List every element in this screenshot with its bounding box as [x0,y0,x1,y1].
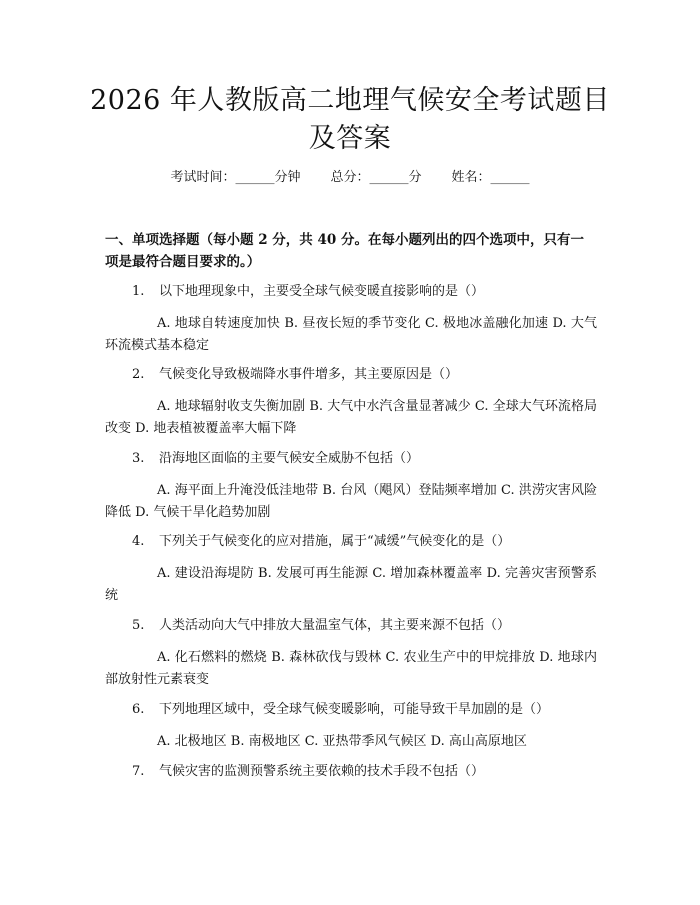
question-options: A. 地球辐射收支失衡加剧 B. 大气中水汽含量显著减少 C. 全球大气环流格局改变 D. 地表植被覆盖率大幅下降 [105,399,597,436]
question-number: 2. [132,367,145,382]
question-options: A. 北极地区 B. 南极地区 C. 亚热带季风气候区 D. 高山高原地区 [157,734,527,749]
question-text: 气候灾害的监测预警系统主要依赖的技术手段不包括（） [159,764,485,779]
question-stem [105,615,597,637]
question-options: A. 海平面上升淹没低洼地带 B. 台风（飓风）登陆频率增加 C. 洪涝灾害风险降低 D. 气候干旱化趋势加剧 [105,483,597,520]
question-item [105,531,597,607]
student-name-label: 姓名：______ [451,170,530,185]
document-title: 2026 年人教版高二地理气候安全考试题目及答案 [90,85,610,154]
question-number: 1. [132,284,145,299]
question-stem [105,281,597,303]
question-item [105,615,597,691]
question-item [105,281,597,357]
question-stem [105,448,597,470]
exam-time-label: 考试时间：______分钟 [170,170,301,185]
question-stem [105,699,597,721]
question-number: 7. [132,764,145,779]
total-score-label: 总分：______分 [330,170,422,185]
question-item [105,448,597,524]
question-text: 气候变化导致极端降水事件增多，其主要原因是（） [159,367,459,382]
question-options: A. 建设沿海堤防 B. 发展可再生能源 C. 增加森林覆盖率 D. 完善灾害预警系统 [105,566,597,603]
question-text: 下列地理区域中，受全球气候变暖影响，可能导致干旱加剧的是（） [159,702,550,717]
question-number: 5. [132,618,145,633]
question-options: A. 化石燃料的燃烧 B. 森林砍伐与毁林 C. 农业生产中的甲烷排放 D. 地球内部放射性元素衰变 [105,650,597,687]
question-item [105,364,597,440]
question-number: 6. [132,702,145,717]
exam-info-line [0,169,700,187]
question-number: 3. [132,451,145,466]
question-text: 以下地理现象中，主要受全球气候变暖直接影响的是（） [159,284,485,299]
question-text: 沿海地区面临的主要气候安全威胁不包括（） [159,451,420,466]
question-number: 4. [132,534,145,549]
question-stem [105,364,597,386]
question-stem [105,531,597,553]
question-options: A. 地球自转速度加快 B. 昼夜长短的季节变化 C. 极地冰盖融化加速 D. 大气环流模式基本稳定 [105,316,597,353]
question-text: 人类活动向大气中排放大量温室气体，其主要来源不包括（） [159,618,511,633]
question-item [105,761,597,783]
question-stem [105,761,597,783]
question-item [105,699,597,753]
question-text: 下列关于气候变化的应对措施，属于“减缓”气候变化的是（） [159,534,511,549]
section-heading: 一、单项选择题（每小题 2 分，共 40 分。在每小题列出的四个选项中，只有一项是最符合题目要求的。） [105,232,584,270]
